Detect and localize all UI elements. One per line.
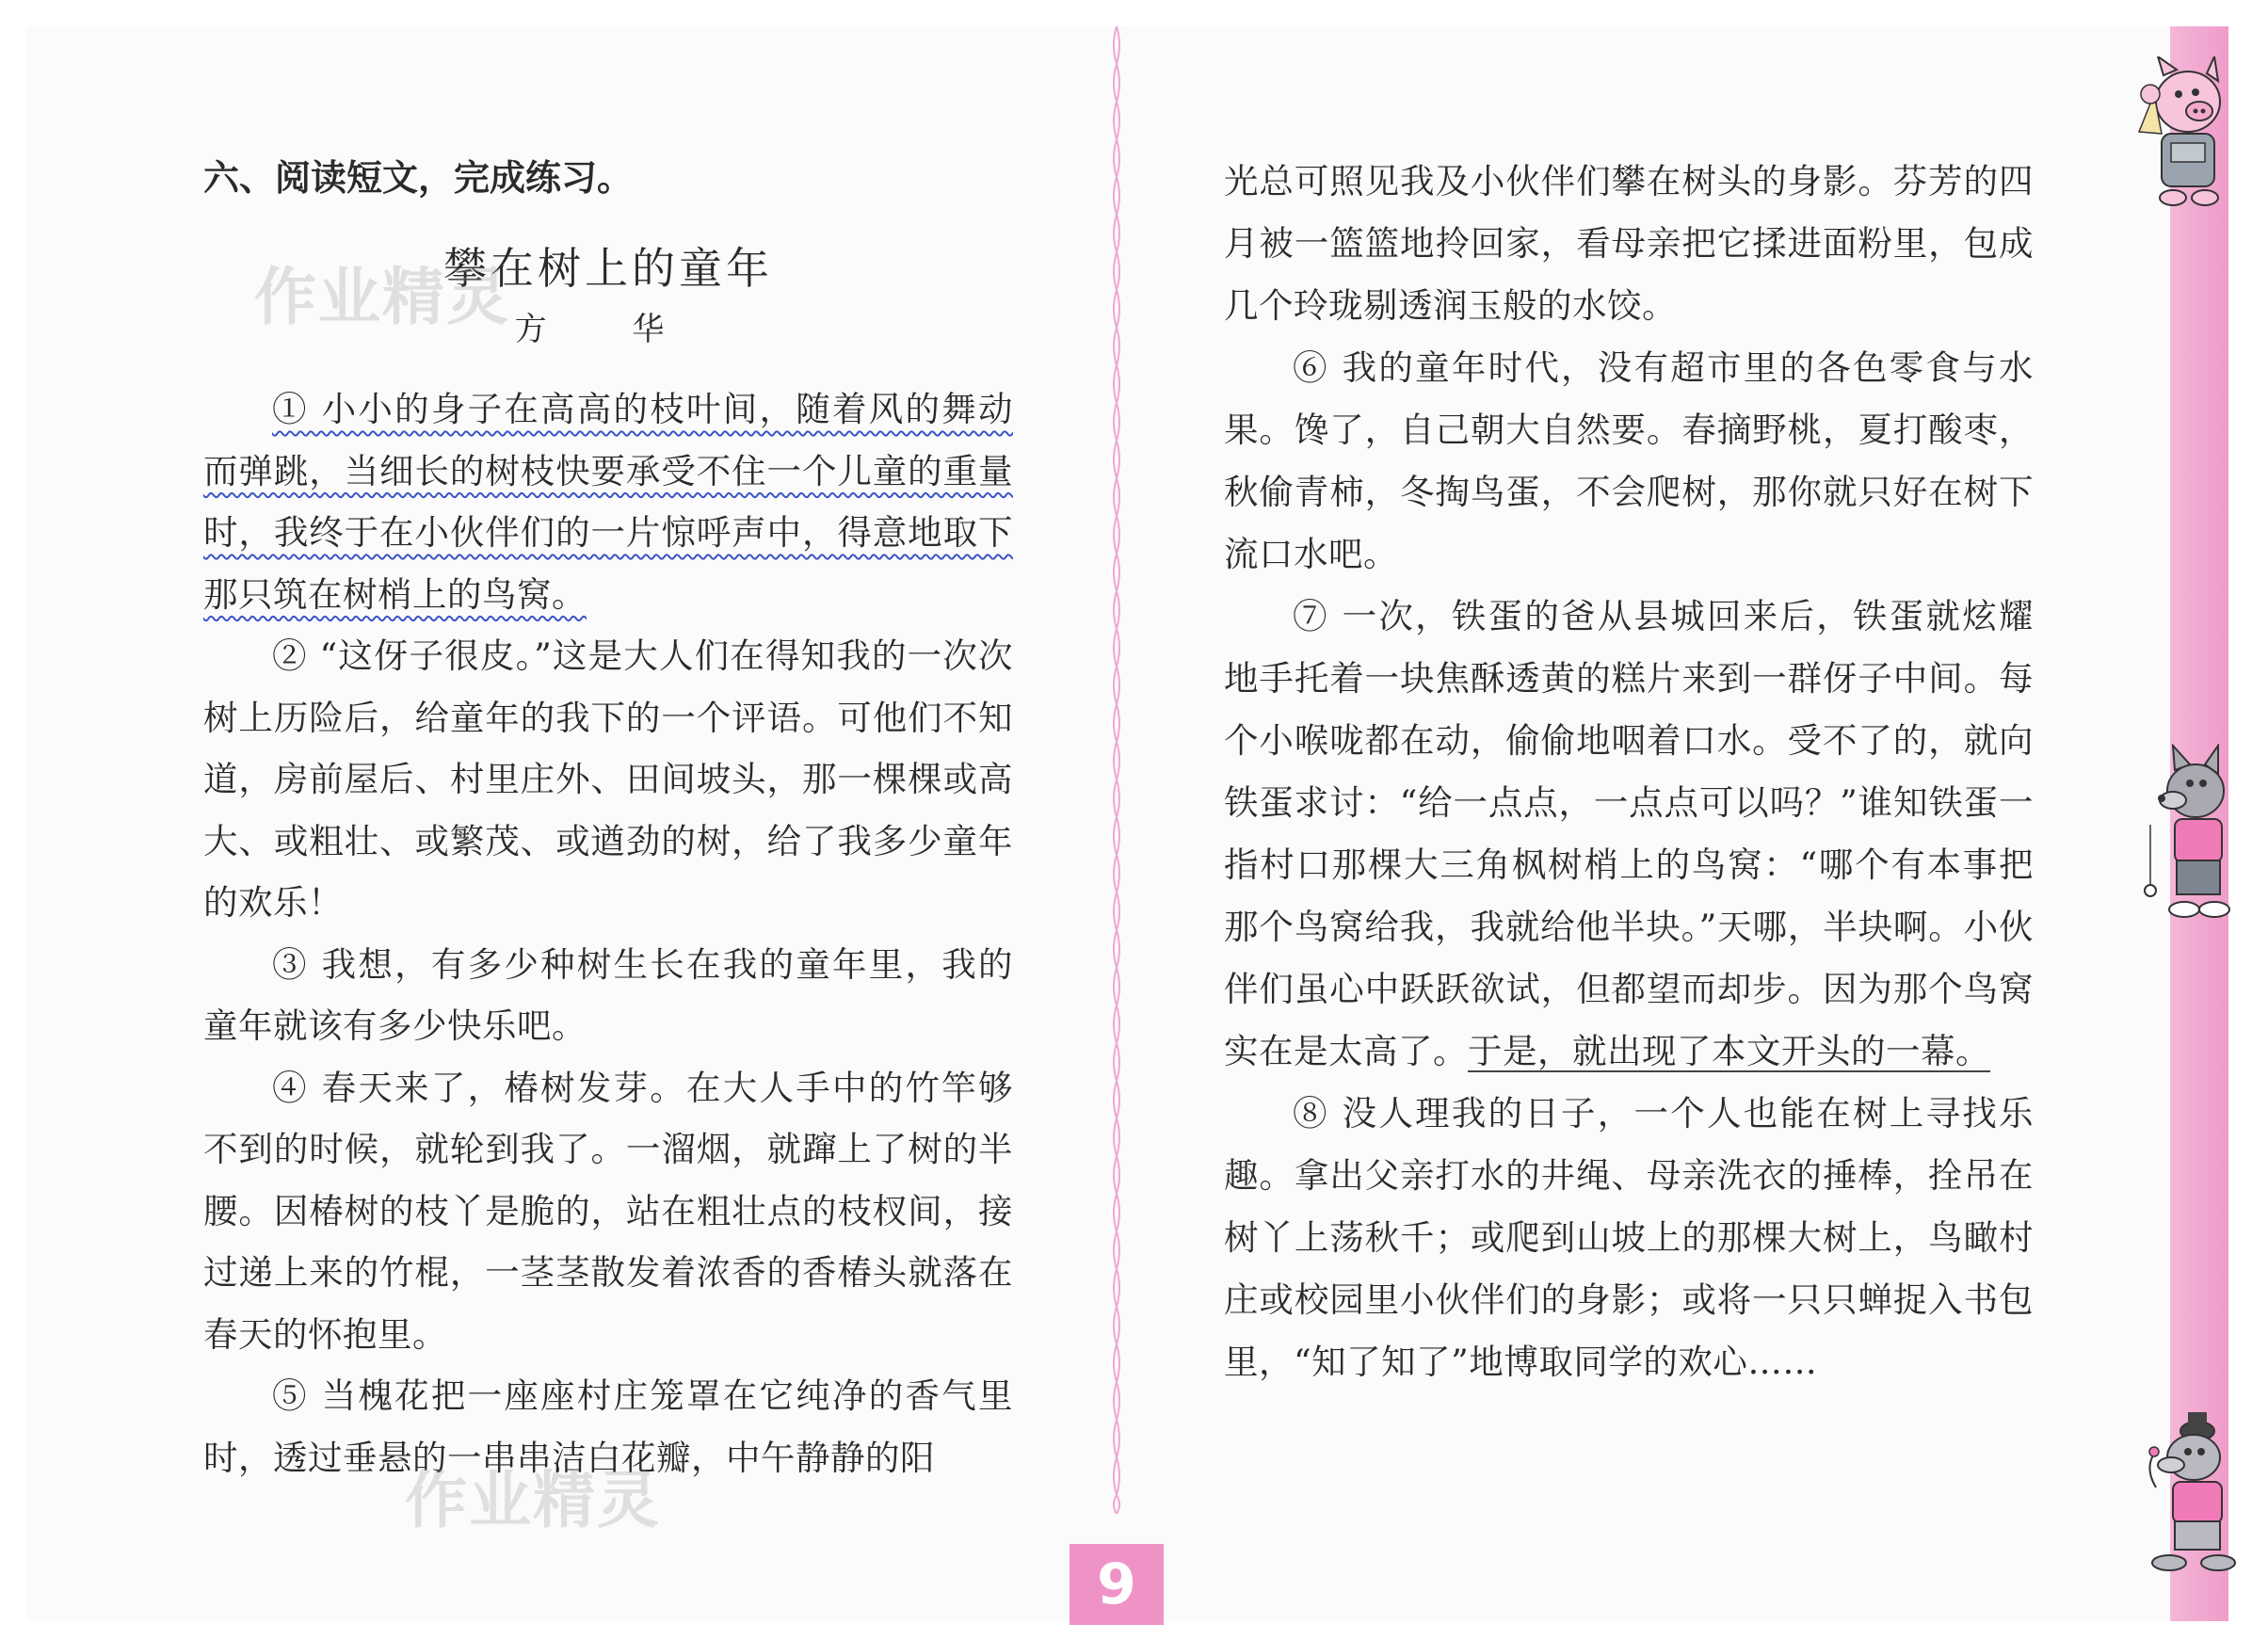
wolf-with-yoyo-cartoon-icon: [2137, 744, 2241, 932]
article-author: 方 华: [514, 311, 702, 348]
paragraph-5-continued: 光总可照见我及小伙伴们攀在树头的身影。芬芳的四月被一篮篮地拎回家，看母亲把它揉进面粉里，包成几个玲珑剔透润玉般的水饺。: [1224, 161, 2034, 326]
paragraph-6: ⑥ 我的童年时代，没有超市里的各色零食与水果。馋了，自己朝大自然要。春摘野桃，夏打酸枣，秋偷青柿，冬掏鸟蛋，不会爬树，那你就只好在树下流口水吧。: [1224, 347, 2034, 574]
paragraph-7: [1224, 586, 2034, 1083]
paragraph-3: ③ 我想，有多少种树生长在我的童年里，我的童年就该有多少快乐吧。: [203, 943, 1013, 1046]
paragraph-1: [203, 378, 1013, 625]
book-spine-wavy-divider: [1107, 26, 1126, 1514]
page-number: 9: [1070, 1544, 1164, 1625]
watermark-top: 作业精灵: [254, 261, 510, 333]
section-heading: 六、阅读短文，完成练习。: [203, 157, 634, 199]
watermark-bottom: 作业精灵: [405, 1464, 661, 1536]
paragraph-2: ② “这伢子很皮。”这是大人们在得知我的一次次树上历险后，给童年的我下的一个评语。可他们不知道，房前屋后、村里庄外、田间坡头，那一棵棵或高大、或粗壮、或繁茂、或遒劲的树，给了我多少童年的欢乐！: [203, 635, 1013, 923]
right-page-column: [1224, 132, 2034, 1393]
pig-cartoon-icon: [2130, 56, 2233, 217]
article-title: 攀在树上的童年: [443, 243, 773, 294]
paragraph-8: ⑧ 没人理我的日子，一个人也能在树上寻找乐趣。拿出父亲打水的井绳、母亲洗衣的捶棒，拴吊在树丫上荡秋千；或爬到山坡上的那棵大树上，鸟瞰村庄或校园里小伙伴们的身影；或将一只只蝉捉入书包里，“知了知了”地博取同学的欢心……: [1224, 1093, 2034, 1382]
paragraph-4: ④ 春天来了，椿树发芽。在大人手中的竹竿够不到的时候，就轮到我了。一溜烟，就蹿上了树的半腰。因椿树的枝丫是脆的，站在粗壮点的枝杈间，接过递上来的竹棍，一茎茎散发着浓香的香椿头就落在春天的怀抱里。: [203, 1067, 1013, 1355]
paragraph-7-underlined-sentence: 于是，就出现了本文开头的一幕。: [1468, 1031, 1990, 1071]
paragraph-1-text: ① 小小的身子在高高的枝叶间，随着风的舞动而弹跳，当细长的树枝快要承受不住一个儿童的重量时，我终于在小伙伴们的一片惊呼声中，得意地取下那只筑在树梢上的鸟窝。: [203, 389, 1013, 615]
paragraph-7-text: ⑦ 一次，铁蛋的爸从县城回来后，铁蛋就炫耀地手托着一块焦酥透黄的糕片来到一群伢子中间。每个小喉咙都在动，偷偷地咽着口水。受不了的，就向铁蛋求讨：“给一点点，一点点可以吗？”谁知铁蛋一指村口那棵大三角枫树梢上的鸟窝：“哪个有本事把那个鸟窝给我，我就给他半块。”天哪，半块啊。小伙伴们虽心中跃跃欲试，但都望而却步。因为那个鸟窝实在是太高了。: [1224, 596, 2034, 1071]
paragraph-5: ⑤ 当槐花把一座座村庄笼罩在它纯净的香气里时，透过垂悬的一串串洁白花瓣，中午静静的阳: [203, 1375, 1013, 1478]
mouse-cartoon-icon: [2137, 1403, 2241, 1582]
